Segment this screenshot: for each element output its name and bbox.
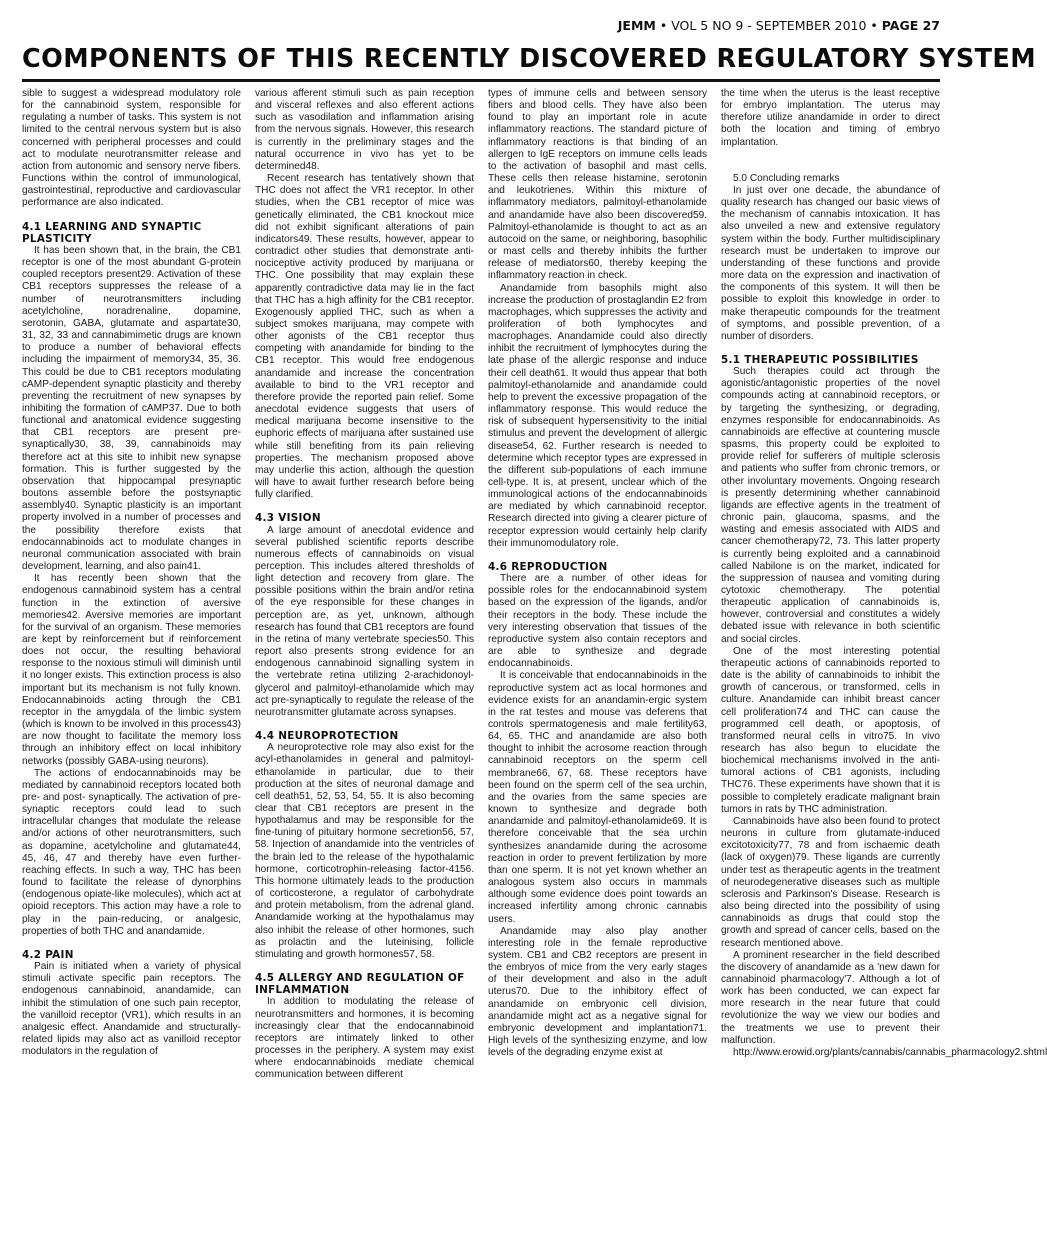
column-1	[22, 88, 241, 1220]
running-header: JEMM • VOL 5 NO 9 - SEPTEMBER 2010 • PAGE 27	[617, 18, 940, 33]
page-title: COMPONENTS OF THIS RECENTLY DISCOVERED REGULATORY SYSTEM	[22, 44, 1036, 74]
section-heading: 4.6 REPRODUCTION	[488, 560, 608, 573]
section-heading: 4.1 LEARNING AND SYNAPTIC PLASTICITY	[22, 220, 202, 245]
paragraph: A neuroprotective role may also exist for the acyl-ethanolamides in general and palmitoyl-ethanolamide in particular, due to their production at the sites of neuronal damage and cell death51, 52, 53, 54, 55. It is also becoming clear that CB1 receptors are present in the hypothalamus and may be responsible for the fine-tuning of pituitary hormone secretion56, 57, 58. Injection of anandamide into the ventricles of the brain led to the release of the hypothalamic hormone, corticotrophin-releasing factor-4156. This hormone ultimately leads to the production of corticosterone, a regulator of carbohydrate and protein metabolism, from the adrenal gland. Anandamide working at the hypothalamus may also inhibit the release of other hormones, such as prolactin and the luteinising, follicle stimulating and growth hormones57, 58.	[255, 742, 474, 960]
paragraph: sible to suggest a widespread modulatory role for the cannabinoid system, responsible for regulating a number of tasks. This system is not limited to the central nervous system but is also concerned with peripheral processes and could act to modulate neurotransmitter release and action from autonomic and sensory nerve fibers. Functions within the control of immunological, gastrointestinal, reproductive and cardiovascular performance are also indicated.	[22, 88, 241, 209]
paragraph: It has recently been shown that the endogenous cannabinoid system has a central function in the extinction of aversive memories42. Aversive memories are important for the survival of an organism. These memories are kept by reinforcement but if reinforcement does not occur, the resulting behavioral response to the noxious stimuli will diminish until it no longer exists. This extinction process is also important but its mechanism is not fully known. Endocannabinoids acting through the CB1 receptor in the amygdala of the limbic system (which is known to be involved in this process43) are now thought to facilitate the memory loss through an inhibitory effect on local inhibitory networks (possibly GABA-using neurons).	[22, 573, 241, 767]
paragraph: Anandamide may also play another interesting role in the female reproductive system. CB1 and CB2 receptors are present in the embryos of mice from the very early stages of their development and also in the adult uterus70. Due to the inhibitory effect of anandamide on embryonic cell division, anandamide might act as a negative signal for embryonic development and implantation71. High levels of the synthesizing enzyme, and low levels of the degrading enzyme exist at	[488, 925, 707, 1059]
page-number: PAGE 27	[881, 18, 940, 33]
title-rule	[22, 79, 940, 82]
paragraph: In addition to modulating the release of neurotransmitters and hormones, it is becoming increasingly clear that the endocannabinoid receptors are intimately linked to other processes in the periphery. A system may exist where endocannabinoids mediate chemical communication between different	[255, 996, 474, 1081]
column-4	[721, 88, 1047, 1220]
paragraph: It has been shown that, in the brain, the CB1 receptor is one of the most abundant G-protein coupled receptors present29. Activation of these CB1 receptors suppresses the release of a number of neurotransmitters including acetylcholine, noradrenaline, dopamine, serotonin, GABA, glutamate and aspartate30, 31, 32, 33 and cannabimimetic drugs are known to produce a number of behavioral effects including the impairment of memory34, 35, 36. This could be due to CB1 receptors modulating cAMP-dependent synaptic plasticity and thereby preventing the recruitment of new synapses by inhibiting the formation of cAMP37. Due to both functional and anatomical evidence suggesting that CB1 receptors are present pre-synaptically30, 38, 39, cannabinoids may therefore act at this site to inhibit new synapse formation. This is further suggested by the observation that hippocampal presynaptic boutons assemble before the postsynaptic assembly40. Synaptic plasticity is an important property involved in a number of processes and the possibility therefore exists that endocannabinoids act to modulate changes in neuronal communication associated with brain development, learning, and also pain41.	[22, 244, 241, 573]
paragraph: There are a number of other ideas for possible roles for the endocannabinoid system based on the expression of the ligands, and/or their receptors in the body. These include the very interesting observation that tissues of the reproductive system also contain receptors and are able to synthesize and degrade endocannabinoids.	[488, 573, 707, 670]
paragraph: It is conceivable that endocannabinoids in the reproductive system act as local hormones and evidence exists for an anandamin-ergic system in the rat testes and mouse vas deferens that controls spermatogenesis and male fertility63, 64, 65. THC and anandamide are also both thought to inhibit the acrosome reaction through cannabinoid receptors on the sperm cell membrane66, 67, 68. These receptors have been found on the sperm cell of the sea urchin, and the ovaries from the same species are known to synthesize and degrade both anandamide and palmitoyl-ethanolamide69. It is therefore conceivable that the sea urchin synthesizes anandamide during the acrosome reaction in order to prevent fertilization by more than one sperm. It is not yet known whether an analogous system also occurs in mammals although some evidence does point towards an increased infertility among chronic cannabis users.	[488, 670, 707, 925]
section-heading: 5.1 THERAPEUTIC POSSIBILITIES	[721, 353, 919, 366]
paragraph: Pain is initiated when a variety of physical stimuli activate specific pain receptors. The endogenous cannabinoid, anandamide, can inhibit the stimulation of one such pain receptor, the vanilloid receptor (VR1), which results in an analgesic effect. Anandamide and structurally-related lipids may also act as vanilloid receptor modulators in the regulation of	[22, 961, 241, 1058]
source-url: http://www.erowid.org/plants/cannabis/cannabis_pharmacology2.shtml	[733, 1046, 1047, 1058]
section-heading: 4.3 VISION	[255, 512, 321, 525]
article-body	[22, 88, 1047, 1220]
issue-info: VOL 5 NO 9 - SEPTEMBER 2010	[671, 18, 867, 33]
paragraph: Such therapies could act through the agonistic/antagonistic properties of the novel compounds acting at cannabinoid receptors, or by targeting the synthesizing, or degrading, enzymes responsible for endocannabinoids. As cannabinoids are effective at countering muscle spasms, this property could be exploited to provide relief for sufferers of multiple sclerosis and patients who suffer from chronic tremors, or other involuntary movements. Ongoing research is presently determining whether cannabinoid ligands are effective agents in the treatment of chronic pain, glaucoma, spasms, and the wasting and emesis associated with AIDS and cancer chemotherapy72, 73. This latter property is currently being exploited and a cannabinoid called Nabilone is on the market, indicated for the suppression of nausea and vomiting during cytotoxic chemotherapy. The potential therapeutic application of cannabinoids is, however, controversial and constitutes a widely debated issue with relevance in both scientific and social circles.	[721, 366, 940, 645]
paragraph: One of the most interesting potential therapeutic actions of cannabinoids reported to date is the ability of cannabinoids to inhibit the growth of cancerous, or transformed, cells in culture. Anandamide can inhibit breast cancer cell proliferation74 and THC can cause the programmed cell death, or apoptosis, of transformed neural cells in vitro75. In vivo research has also begun to elucidate the biochemical mechanisms involved in the anti-tumoral actions of CB1 agonists, including THC76. These experiments have shown that it is possible to completely eradicate malignant brain tumors in rats by THC administration.	[721, 645, 940, 815]
journal-name: JEMM	[617, 18, 656, 33]
concluding-remarks-heading: 5.0 Concluding remarks	[733, 172, 840, 184]
paragraph: A large amount of anecdotal evidence and several published scientific reports describe numerous effects of cannabinoids on visual perception. This includes altered thresholds of light detection and recovery from glare. The possible positions within the brain and/or retina of the eye responsible for these changes in perception are, as yet, unknown, although research has found that CB1 receptors are found in the retina of many vertebrate species50. This report also presents strong evidence for an endogenous cannabinoid signalling system in the vertebrate retina utilizing 2-arachidonoyl-glycerol and palmitoyl-ethanolamide which may act pre-synaptically to regulate the release of the neurotransmitter glutamate across synapses.	[255, 524, 474, 718]
column-3	[488, 88, 707, 1220]
paragraph: The actions of endocannabinoids may be mediated by cannabinoid receptors located both pre- and post- synaptically. The activation of pre-synaptic receptors could lead to such intracellular changes that modulate the release and/or actions of other neurotransmitters, such as dopamine, acetylcholine and glutamate44, 45, 46, 47 and thereby have even further-reaching effects. In such a way, THC has been found to facilitate the release of dynorphins (endogenous opiate-like molecules), which act at opioid receptors. This action may have a role to play in the pain-reducing, or analgesic, properties of both THC and anandamide.	[22, 767, 241, 937]
paragraph: Cannabinoids have also been found to protect neurons in culture from glutamate-induced excitotoxicity77, 78 and from ischaemic death (lack of oxygen)79. These ligands are currently under test as therapeutic agents in the treatment of neurodegenerative diseases such as multiple sclerosis and Parkinson's Disease. Research is also being directed into the possibility of using cannabinoids as drugs that could stop the growth and spread of cancer cells, based on the research mentioned above.	[721, 815, 940, 949]
paragraph: In just over one decade, the abundance of quality research has changed our basic views of the mechanism of cannabis intoxication. It has also unveiled a new and extensive regulatory system within the body. Further multidisciplinary research must be undertaken to improve our understanding of these functions and provide more data on the expression and inactivation of the components of this system. It will then be possible to exploit this knowledge in order to make therapeutic compounds for the treatment of symptoms, and possible prevention, of a number of disorders.	[721, 184, 940, 342]
section-heading: 4.5 ALLERGY AND REGULATION OF INFLAMMATION	[255, 972, 465, 997]
paragraph: A prominent researcher in the field described the discovery of anandamide as a 'new dawn for cannabinoid pharmacology'7. Although a lot of work has been conducted, we can expect far more research in the near future that could revolutionize the way we view our bodies and the treatments we use to prevent their malfunction.	[721, 949, 940, 1046]
paragraph: Anandamide from basophils might also increase the production of prostaglandin E2 from macrophages, which suppresses the activity and proliferation of both lymphocytes and macrophages. Anandamide could also directly inhibit the recruitment of lymphocytes during the late phase of the allergic response and induce their cell death61. It would thus appear that both palmitoyl-ethanolamide and anandamide could help to prevent the excessive propagation of the inflammatory response. This would reduce the risk of subsequent hypersensitivity to the initial stimulus and prevent the development of allergic disease54, 62. Further research is needed to determine which receptor types are expressed in the different sub-populations of each immune cell-type. It is, at present, unclear which of the immunological actions of the endocannabinoids are mediated by which cannabinoid receptor. Research directed into giving a clearer picture of receptor expression would certainly help clarify their immunomodulatory role.	[488, 282, 707, 549]
section-heading: 4.2 PAIN	[22, 948, 74, 961]
paragraph: types of immune cells and between sensory fibers and blood cells. They have also been found to play an important role in acute inflammatory reactions. The standard picture of inflammatory reactions is that binding of an allergen to IgE receptors on immune cells leads to the activation of basophil and mast cells. These cells then release histamine, serotonin and leukotrienes. Within this mixture of inflammatory mediators, palmitoyl-ethanolamide and anandamide have also been discovered59. Palmitoyl-ethanolamide is thought to act as an autocoid on the same, or neighboring, basophilic or mast cells and thereby inhibits the further release of mediators60, thereby keeping the inflammatory reaction in check.	[488, 88, 707, 282]
paragraph: various afferent stimuli such as pain reception and visceral reflexes and also efferent actions such as vasodilation and inflammation arising from the nervous signals. However, this research is currently in the preliminary stages and the natural occurrence in vivo has yet to be determined48.	[255, 88, 474, 172]
column-2	[255, 88, 474, 1220]
paragraph: Recent research has tentatively shown that THC does not affect the VR1 receptor. In other studies, when the CB1 receptor of mice was genetically eliminated, the CB1 knockout mice did not exhibit significant alterations of pain indicators49. These results, however, appear to contradict other studies that demonstrate anti-nociceptive activity produced by marijuana or THC. One possibility that may explain these apparently contradictive data may lie in the fact that THC has a high affinity for the CB1 receptor. Exogenously applied THC, such as when a subject smokes marijuana, may compete with other agonists of the CB1 receptor thus competing with anandamide for binding to the CB1 receptor. This would free endogenous anandamide and increase the concentration available to bind to the VR1 receptor and therefore provide the reported pain relief. Some anecdotal evidence suggests that users of medical marijuana become insensitive to the euphoric effects of marijuana after sustained use while still benefiting from its pain relieving properties. The mechanism proposed above may underlie this action, although the question will have to await further research before being fully clarified.	[255, 173, 474, 501]
paragraph: the time when the uterus is the least receptive for embryo implantation. The uterus may therefore utilize anandamide in order to direct both the location and timing of embryo implantation.	[721, 88, 940, 148]
section-heading: 4.4 NEUROPROTECTION	[255, 730, 399, 743]
